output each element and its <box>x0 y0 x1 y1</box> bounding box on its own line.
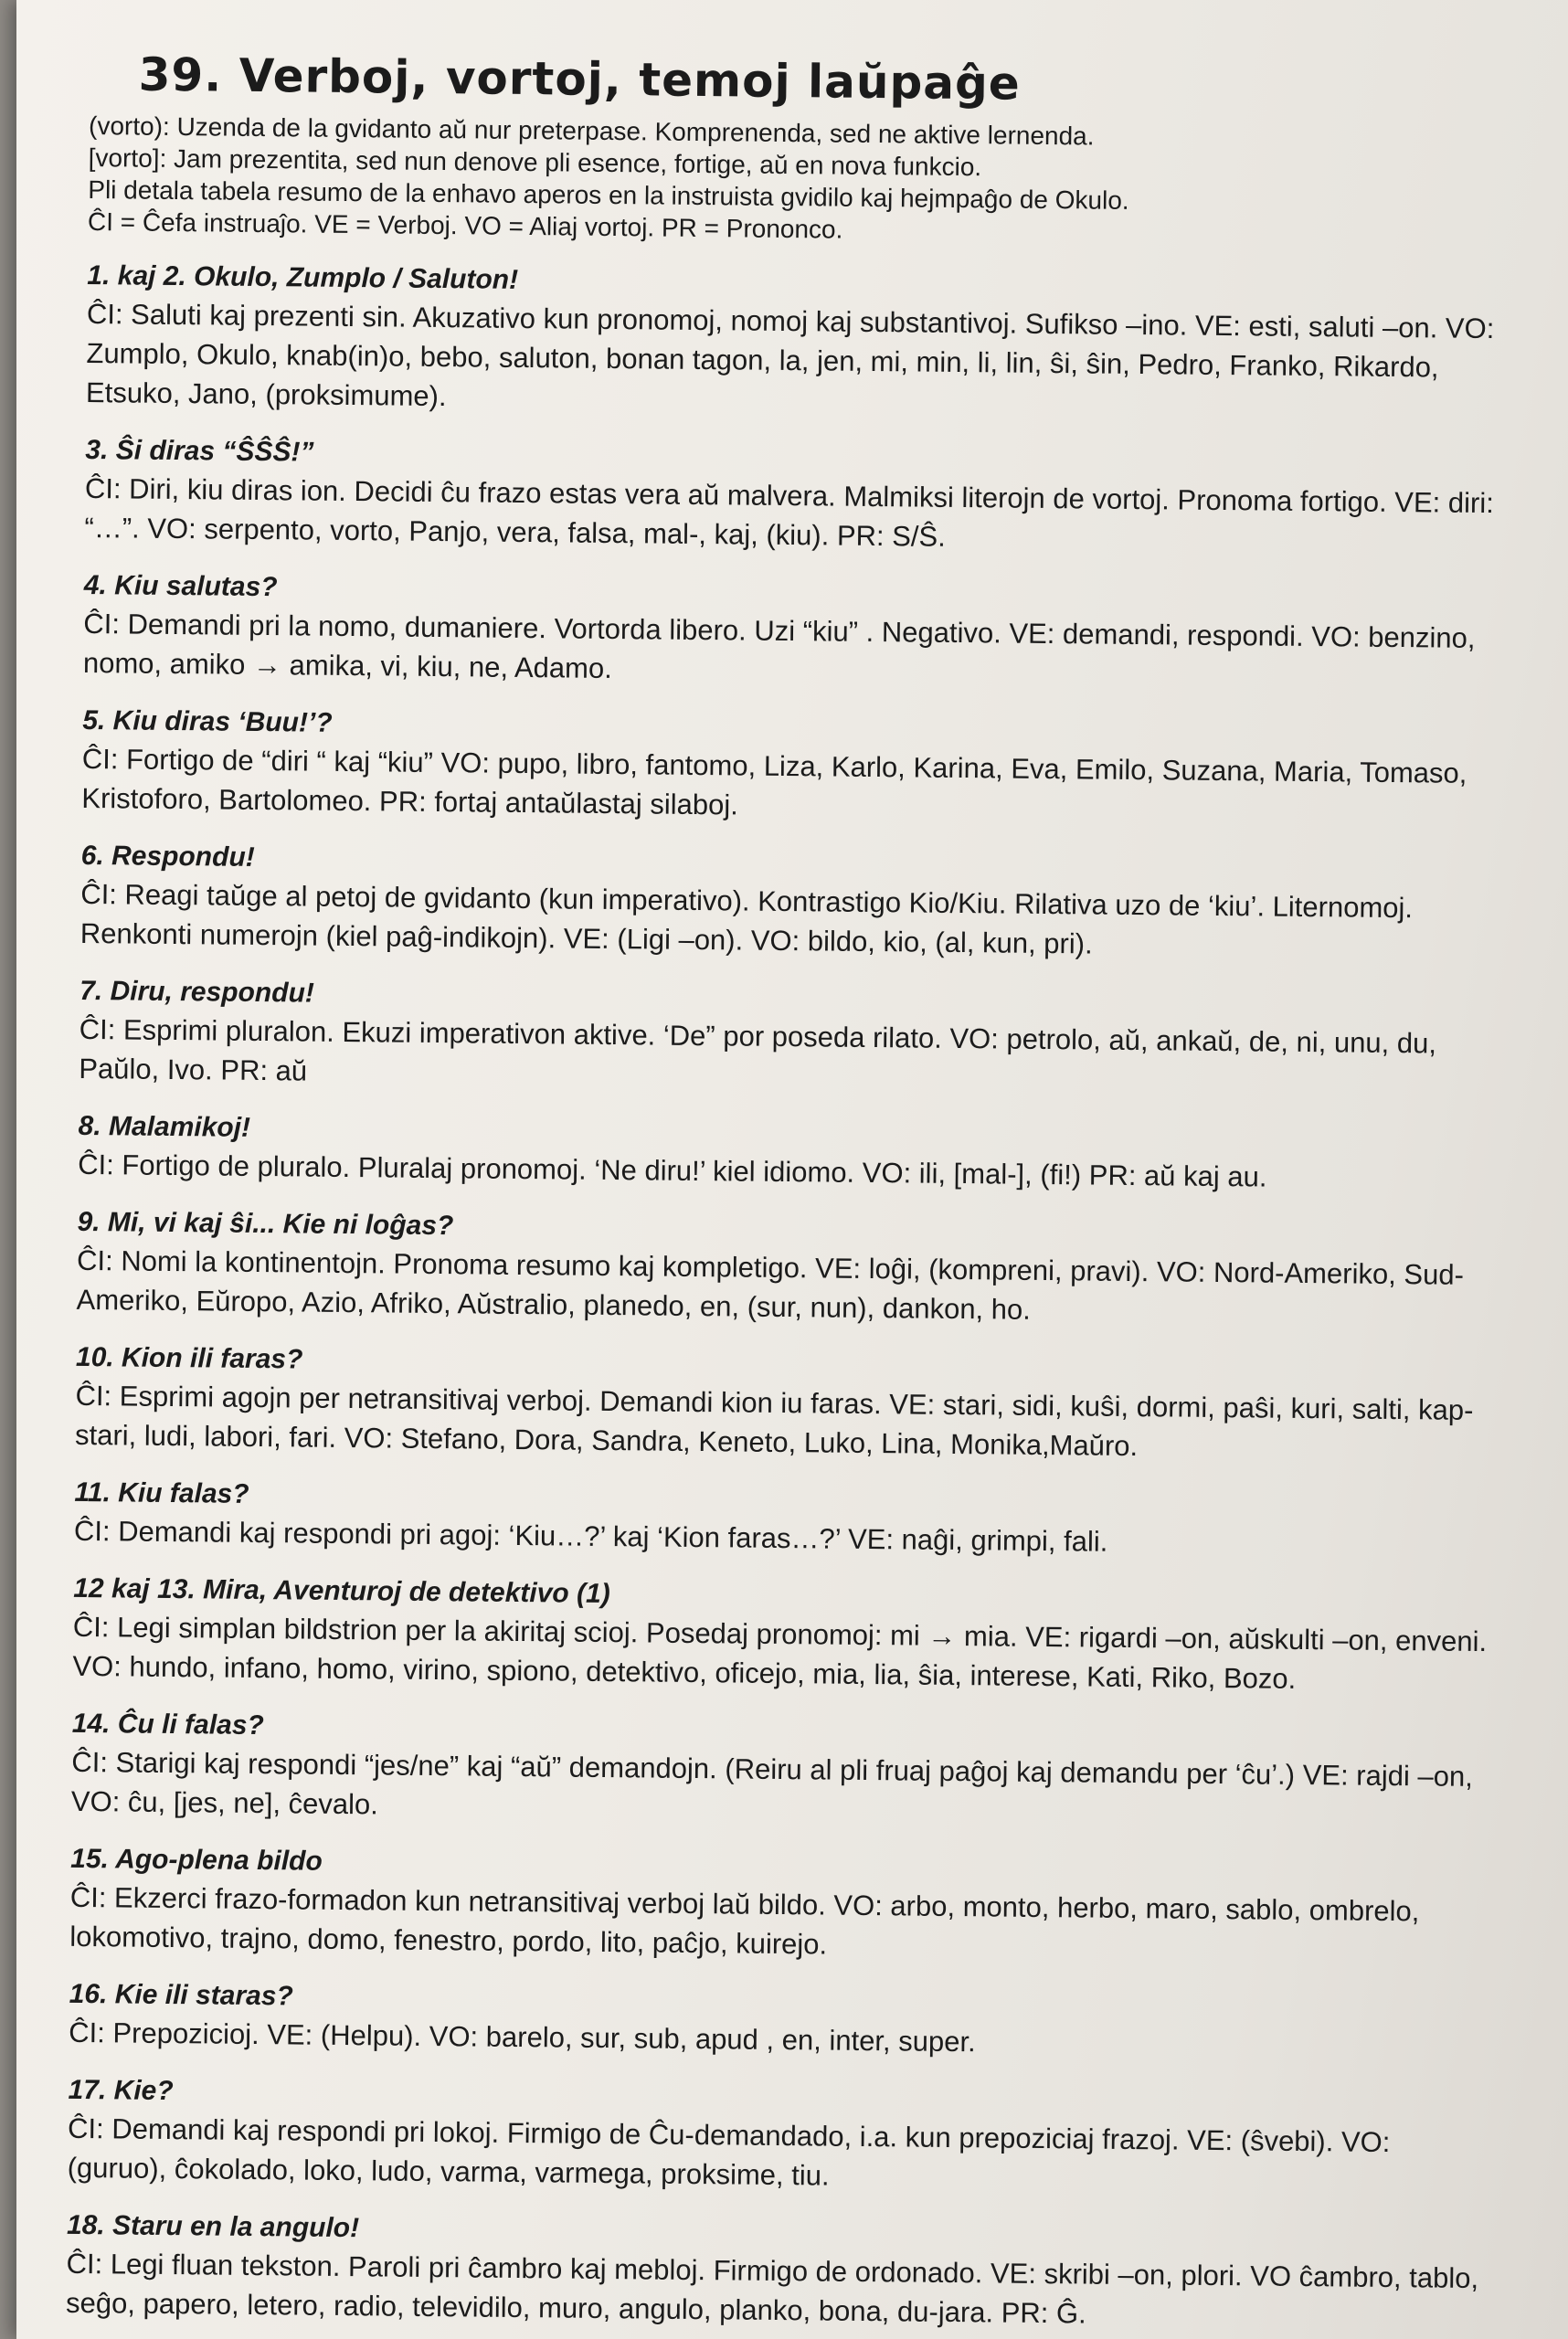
lesson-title: 6. Respondu! <box>80 840 255 873</box>
lesson-section <box>83 567 1510 697</box>
lesson-body: ĈI: Prepozicioj. VE: (Helpu). VO: barelo, sur, sub, apud , en, inter, super. <box>69 2016 976 2059</box>
lesson-body: ĈI: Legi fluan tekston. Paroli pri ĉambro kaj mebloj. Firmigo de ordonado. VE: skribi –on, plori. VO ĉambro, tablo, seĝo, papero, letero, radio, televidilo, muro, angulo, planko, bona, du-jara. PR: Ĝ. <box>65 2247 1479 2330</box>
lesson-section <box>80 838 1507 968</box>
lesson-section <box>76 1204 1502 1334</box>
lesson-section <box>84 432 1510 562</box>
lesson-section <box>78 1108 1504 1199</box>
lesson-body: ĈI: Legi simplan bildstrion per la akiritaj scioj. Posedaj pronomoj: mi → mia. VE: rigardi –on, aŭskulti –on, enveni. VO: hundo, infano, homo, virino, spiono, detektivo, oficejo, mia, lia, ŝia, interese, Kati, Riko, Bozo. <box>72 1610 1488 1695</box>
lesson-section <box>75 1339 1501 1469</box>
lesson-body: ĈI: Fortigo de pluralo. Pluralaj pronomoj. ‘Ne diru!’ kiel idiomo. VO: ili, [mal-], (fi!) PR: aŭ kaj au. <box>78 1148 1267 1193</box>
lesson-body: ĈI: Demandi pri la nomo, dumaniere. Vortorda libero. Uzi “kiu” . Negativo. VE: demandi, respondi. VO: benzino, nomo, amiko → amika, vi, kiu, ne, Adamo. <box>82 607 1476 685</box>
page-title: 39. Verboj, vortoj, temoj laŭpaĝe <box>138 48 1022 111</box>
lesson-title: 17. Kie? <box>68 2074 174 2107</box>
lesson-body: ĈI: Nomi la kontinentojn. Pronoma resumo kaj kompletigo. VE: loĝi, (kompreni, pravi). VO: Nord-Ameriko, Sud-Ameriko, Eŭropo, Azio, Afriko, Aŭstralio, planedo, en, (sur, nun), dankon, ho. <box>76 1244 1465 1326</box>
lesson-list <box>66 258 1513 2337</box>
lesson-title: 4. Kiu salutas? <box>83 569 278 603</box>
lesson-title: 11. Kiu falas? <box>74 1476 249 1509</box>
intro-line: (vorto): Uzenda de la gvidanto aŭ nur preterpase. Komprenenda, sed ne aktive lernenda. <box>88 111 1095 151</box>
book-page <box>16 0 1568 2339</box>
lesson-title: 10. Kion ili faras? <box>75 1341 303 1375</box>
lesson-title: 9. Mi, vi kaj ŝi... Kie ni loĝas? <box>77 1206 454 1242</box>
lesson-section <box>67 2072 1493 2202</box>
lesson-body: ĈI: Fortigo de “diri “ kaj “kiu” VO: pupo, libro, fantomo, Liza, Karlo, Karina, Eva, Emilo, Suzana, Maria, Tomaso, Kristoforo, Bartolomeo. PR: fortaj antaŭlastaj silaboj. <box>81 742 1467 821</box>
lesson-section <box>86 258 1513 427</box>
lesson-title: 8. Malamikoj! <box>78 1110 251 1143</box>
lesson-section <box>72 1571 1499 1700</box>
intro-line: Pli detala tabela resumo de la enhavo aperos en la instruista gvidilo kaj hejmpaĝo de Okulo. <box>88 175 1129 215</box>
lesson-body: ĈI: Demandi kaj respondi pri agoj: ‘Kiu…?’ kaj ‘Kion faras…?’ VE: naĝi, grimpi, fali. <box>73 1514 1108 1558</box>
lesson-title: 5. Kiu diras ‘Buu!’? <box>82 704 333 738</box>
lesson-section <box>69 1841 1496 1971</box>
lesson-title: 16. Kie ili staras? <box>69 1978 293 2012</box>
lesson-section <box>69 1976 1495 2067</box>
page-content <box>66 48 1515 2337</box>
lesson-body: ĈI: Reagi taŭge al petoj de gvidanto (kun imperativo). Kontrastigo Kio/Kiu. Rilativa uzo de ‘kiu’. Liternomoj. Renkonti numerojn (kiel paĝ-indikojn). VE: (Ligi –on). VO: bildo, kio, (al, kun, pri). <box>79 877 1414 960</box>
lesson-title: 18. Staru en la angulo! <box>66 2209 360 2244</box>
lesson-title: 15. Ago-plena bildo <box>70 1843 323 1877</box>
lesson-body: ĈI: Demandi kaj respondi pri lokoj. Firmigo de Ĉu-demandado, i.a. kun prepoziciaj frazoj. VE: (ŝvebi). VO: (guruo), ĉokolado, loko, ludo, varma, varmega, proksime, tiu. <box>67 2111 1391 2192</box>
lesson-body: ĈI: Saluti kaj prezenti sin. Akuzativo kun pronomoj, nomoj kaj substantivoj. Sufikso –ino. VE: esti, saluti –on. VO: Zumplo, Okulo, knab(in)o, bebo, saluton, bonan tagon, la, jen, mi, min, li, lin, ŝi, ŝin, Pedro, Franko, Rikardo, Etsuko, Jano, (proksimume). <box>85 297 1495 413</box>
lesson-body: ĈI: Diri, kiu diras ion. Decidi ĉu frazo estas vera aŭ malvera. Malmiksi literojn de vortoj. Pronoma fortigo. VE: diri: “…”. VO: serpento, vorto, Panjo, vera, falsa, mal-, kaj, (kiu). PR: S/Ŝ. <box>84 471 1494 553</box>
lesson-section <box>79 973 1505 1103</box>
lesson-title: 7. Diru, respondu! <box>79 975 315 1009</box>
lesson-section <box>66 2207 1492 2337</box>
lesson-section <box>74 1475 1500 1565</box>
intro-line: [vorto]: Jam prezentita, sed nun denove pli esence, fortige, aŭ en nova funkcio. <box>88 143 982 182</box>
lesson-body: ĈI: Esprimi agojn per netransitivaj verboj. Demandi kion iu faras. VE: stari, sidi, kuŝi, dormi, paŝi, kuri, salti, kap-stari, ludi, labori, fari. VO: Stefano, Dora, Sandra, Keneto, Luko, Lina, Monika,Maŭro. <box>74 1379 1474 1463</box>
lesson-section <box>81 703 1508 832</box>
lesson-title: 12 kaj 13. Mira, Aventuroj de detektivo (1) <box>73 1572 610 1610</box>
lesson-title: 14. Ĉu li falas? <box>71 1708 265 1741</box>
legend-intro <box>88 110 1514 252</box>
lesson-section <box>71 1706 1498 1836</box>
lesson-body: ĈI: Starigi kaj respondi “jes/ne” kaj “aŭ” demandojn. (Reiru al pli fruaj paĝoj kaj demandu per ‘ĉu’.) VE: rajdi –on, VO: ĉu, [jes, ne], ĉevalo. <box>70 1745 1473 1821</box>
lesson-body: ĈI: Ekzerci frazo-formadon kun netransitivaj verboj laŭ bildo. VO: arbo, monto, herbo, maro, sablo, ombrelo, lokomotivo, trajno, domo, fenestro, pordo, lito, paĉjo, kuirejo. <box>69 1880 1420 1961</box>
lesson-body: ĈI: Esprimi pluralon. Ekuzi imperativon aktive. ‘De” por poseda rilato. VO: petrolo, aŭ, ankaŭ, de, ni, unu, du, Paŭlo, Ivo. PR: aŭ <box>79 1012 1437 1087</box>
lesson-title: 1. kaj 2. Okulo, Zumplo / Saluton! <box>87 259 519 295</box>
intro-line: ĈI = Ĉefa instruaĵo. VE = Verboj. VO = Aliaj vortoj. PR = Prononco. <box>87 206 843 244</box>
lesson-title: 3. Ŝi diras “ŜŜŜ!” <box>85 434 314 468</box>
